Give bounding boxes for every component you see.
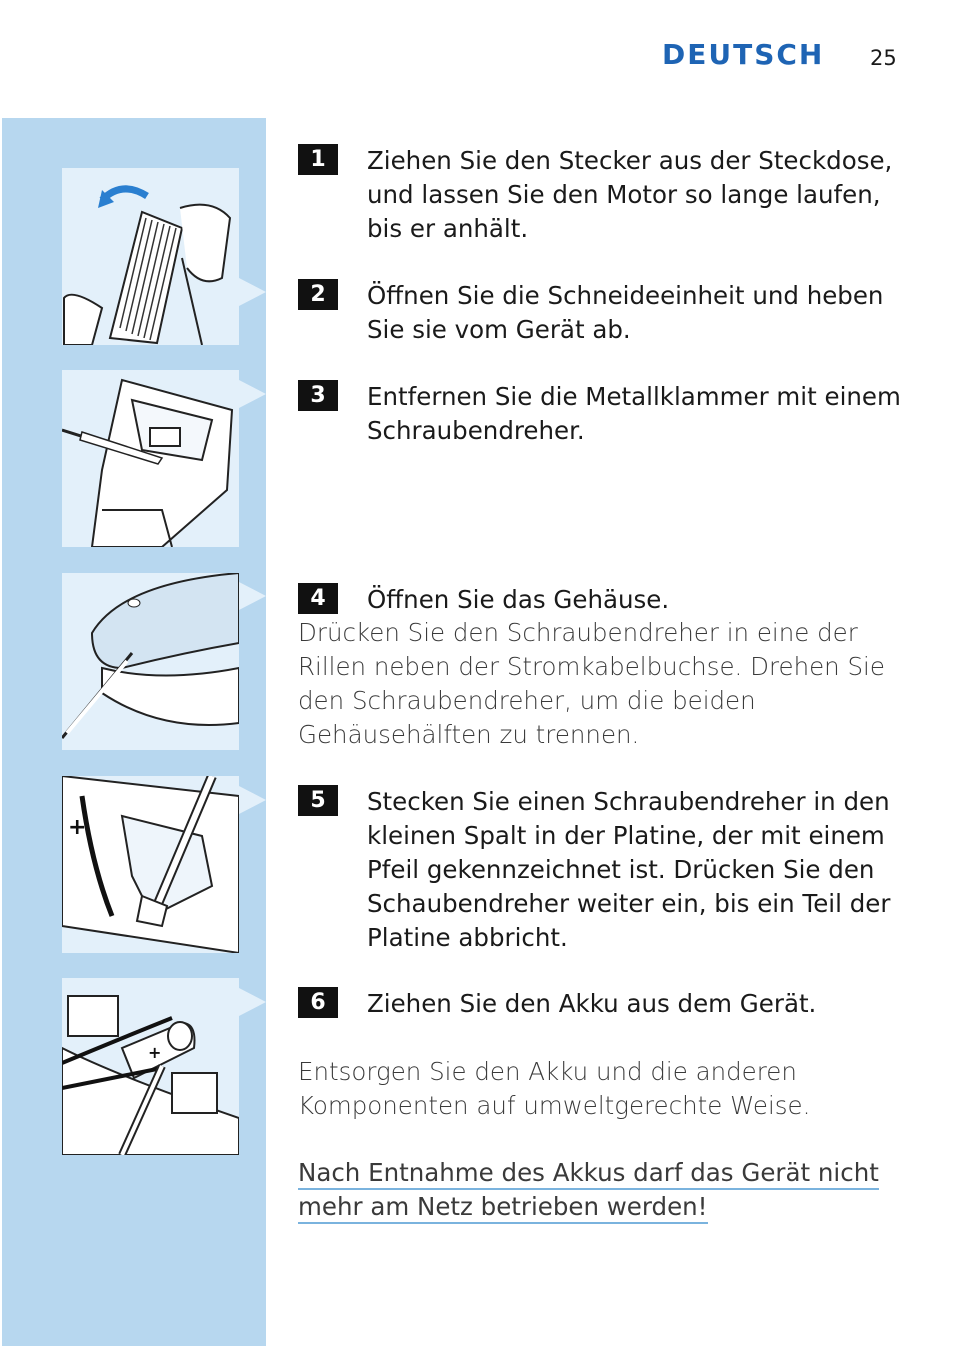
step-number: 3 xyxy=(298,380,338,411)
plus-sign: + xyxy=(68,815,87,840)
step-number: 2 xyxy=(298,279,338,310)
illustration-step-1 xyxy=(62,168,239,345)
step-3 xyxy=(298,380,908,448)
step-5 xyxy=(298,785,908,955)
language-heading: DEUTSCH xyxy=(662,38,825,71)
step-text: Öffnen Sie das Gehäuse. xyxy=(367,585,670,614)
step-4-detail: Drücken Sie den Schraubendreher in eine der Rillen neben der Stromkabelbuchse. Drehen Sie den Schraubendreher, um die beiden Gehäusehälften zu trennen. xyxy=(298,618,885,749)
step-number: 1 xyxy=(298,144,338,175)
step-4 xyxy=(298,583,908,617)
warning-note xyxy=(298,1156,898,1224)
step-text: Stecken Sie einen Schraubendreher in den kleinen Spalt in der Platine, der mit einem Pfeil gekennzeichnet ist. Drücken Sie den Schaubendreher weiter ein, bis ein Teil der Platine abbricht. xyxy=(367,787,891,952)
step-number: 6 xyxy=(298,987,338,1018)
plus-sign: + xyxy=(148,1043,162,1062)
disposal-note: Entsorgen Sie den Akku und die anderen Komponenten auf umweltgerechte Weise. xyxy=(298,1057,811,1120)
step-text: Ziehen Sie den Stecker aus der Steckdose, und lassen Sie den Motor so lange laufen, bis er anhält. xyxy=(367,146,893,243)
step-text: Ziehen Sie den Akku aus dem Gerät. xyxy=(367,989,817,1018)
page-number: 25 xyxy=(870,46,897,70)
step-6 xyxy=(298,987,908,1021)
step-number: 5 xyxy=(298,785,338,816)
illustration-step-2 xyxy=(62,370,239,547)
step-2 xyxy=(298,279,908,347)
step-text: Entfernen Sie die Metallklammer mit einem Schraubendreher. xyxy=(367,382,901,445)
step-number: 4 xyxy=(298,583,338,614)
illustration-step-3 xyxy=(62,573,239,750)
step-text: Öffnen Sie die Schneideeinheit und heben Sie sie vom Gerät ab. xyxy=(367,281,884,344)
illustration-step-5 xyxy=(62,978,239,1155)
step-1 xyxy=(298,144,908,246)
warning-text: Nach Entnahme des Akkus darf das Gerät nicht mehr am Netz betrieben werden! xyxy=(298,1158,879,1224)
illustration-step-4 xyxy=(62,776,239,953)
